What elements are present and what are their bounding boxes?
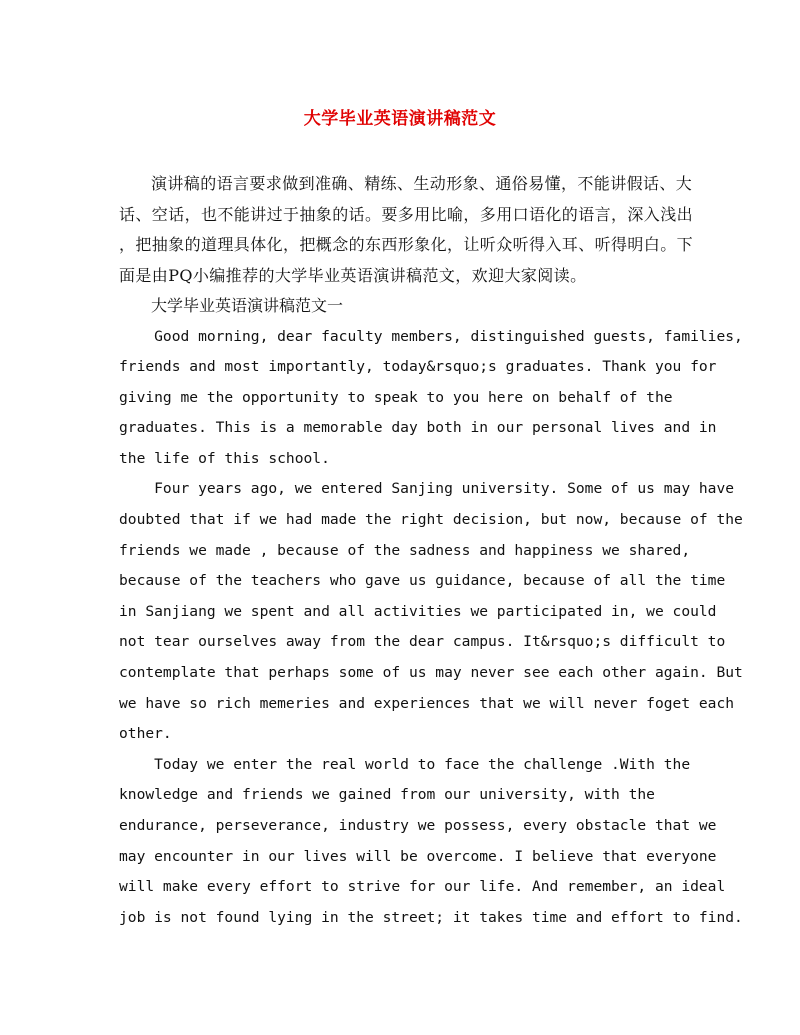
document-body xyxy=(119,169,743,933)
paragraph-line: we have so rich memeries and experiences that we will never foget each xyxy=(119,694,735,712)
intro-line: 面是由PQ小编推荐的大学毕业英语演讲稿范文，欢迎大家阅读。 xyxy=(119,265,587,285)
paragraph-line: giving me the opportunity to speak to you here on behalf of the xyxy=(119,388,673,406)
document-title: 大学毕业英语演讲稿范文 xyxy=(303,109,497,129)
paragraph-line: job is not found lying in the street; it takes time and effort to find. xyxy=(119,908,743,926)
paragraph-1 xyxy=(119,322,743,475)
paragraph-line: endurance, perseverance, industry we possess, every obstacle that we xyxy=(119,817,717,834)
paragraph-line: Good morning, dear faculty members, distinguished guests, families, xyxy=(119,327,743,345)
paragraph-2 xyxy=(119,474,743,749)
paragraph-line: graduates. This is a memorable day both in our personal lives and in xyxy=(119,419,717,437)
paragraph-line: because of the teachers who gave us guidance, because of all the time xyxy=(119,572,726,590)
intro-line: 演讲稿的语言要求做到准确、精练、生动形象、通俗易懂，不能讲假话、大 xyxy=(151,174,693,193)
paragraph-line: may encounter in our lives will be overcome. I believe that everyone xyxy=(119,847,717,865)
paragraph-3 xyxy=(119,750,743,934)
intro-line: 话、空话，也不能讲过于抽象的话。要多用比喻，多用口语化的语言，深入浅出 xyxy=(119,204,694,224)
paragraph-line: Four years ago, we entered Sanjing university. Some of us may have xyxy=(119,480,735,498)
paragraph-line: other. xyxy=(119,725,172,743)
paragraph-line: Today we enter the real world to face the challenge .With the xyxy=(119,755,691,773)
paragraph-line: in Sanjiang we spent and all activities we participated in, we could xyxy=(119,602,717,620)
intro-line: ，把抽象的道理具体化，把概念的东西形象化，让听众听得入耳、听得明白。下 xyxy=(119,235,694,254)
intro-paragraph xyxy=(119,169,694,291)
paragraph-line: friends and most importantly, today&rsquo;s graduates. Thank you for xyxy=(119,358,717,376)
paragraph-line: not tear ourselves away from the dear campus. It&rsquo;s difficult to xyxy=(119,633,726,651)
paragraph-line: the life of this school. xyxy=(119,449,330,467)
paragraph-line: doubted that if we had made the right decision, but now, because of the xyxy=(119,511,743,529)
paragraph-line: knowledge and friends we gained from our university, with the xyxy=(119,786,655,804)
paragraph-line: contemplate that perhaps some of us may never see each other again. But xyxy=(119,664,743,682)
section-heading: 大学毕业英语演讲稿范文一 xyxy=(151,296,344,315)
paragraph-line: will make every effort to strive for our life. And remember, an ideal xyxy=(119,878,726,896)
paragraph-line: friends we made , because of the sadness and happiness we shared, xyxy=(119,541,691,559)
